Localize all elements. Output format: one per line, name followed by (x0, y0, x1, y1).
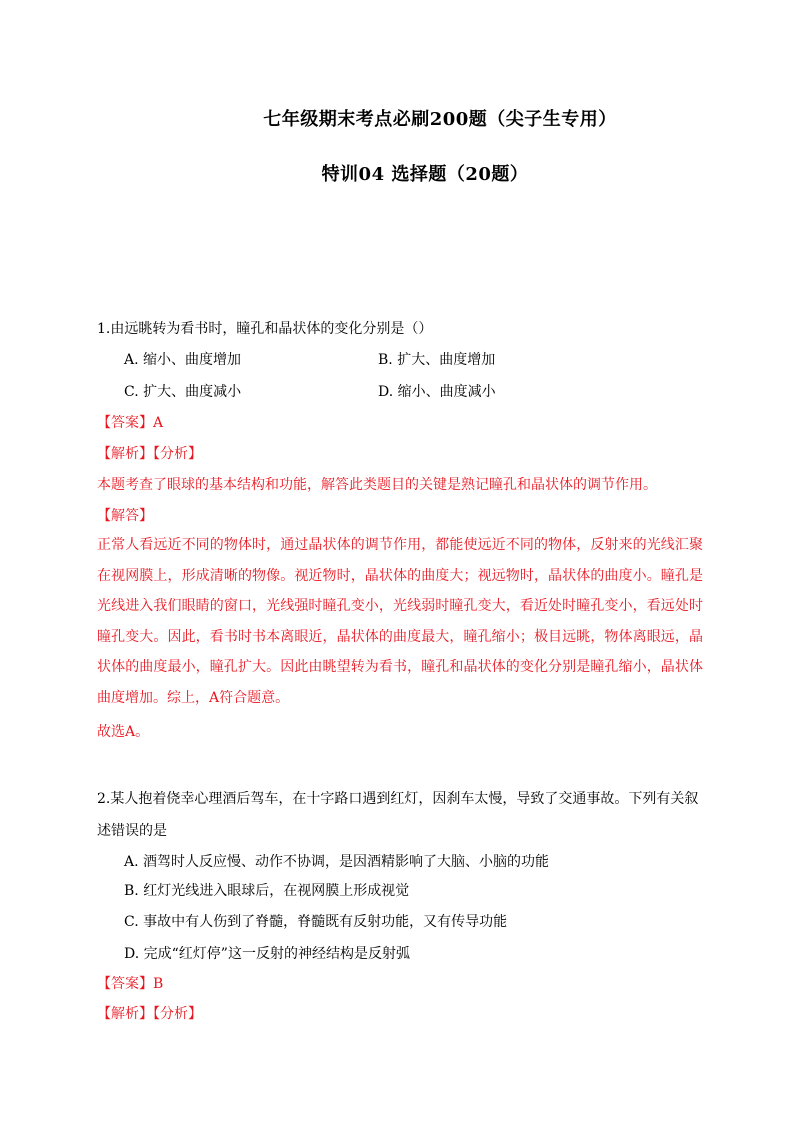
option-c: C. 扩大、曲度减小 (124, 384, 242, 400)
option-b: B. 红灯光线进入眼球后，在视网膜上形成视觉 (124, 883, 410, 899)
solution-text: 正常人看远近不同的物体时，通过晶状体的调节作用，都能使远近不同的物体，反射来的光线汇聚在视网膜上，形成清晰的物像。视近物时，晶状体的曲度大；视远物时，晶状体的曲度小。瞳孔是光线进入我们眼睛的窗口，光线强时瞳孔变小，光线弱时瞳孔变大，看近处时瞳孔变小，看远处时瞳孔变大。因此，看书时书本离眼近，晶状体的曲度最大，瞳孔缩小；极目远眺，物体离眼远，晶状体的曲度最小，瞳孔扩大。因此由眺望转为看书，瞳孔和晶状体的变化分别是瞳孔缩小，晶状体曲度增加。综上，A符合题意。 (97, 537, 703, 706)
answer-label: 【答案】A (97, 415, 164, 431)
option-a: A. 缩小、曲度增加 (124, 352, 242, 368)
option-b: B. 扩大、曲度增加 (378, 352, 496, 368)
question-stem: 1.由远眺转为看书时，瞳孔和晶状体的变化分别是（） (97, 321, 433, 337)
document-title: 七年级期末考点必刷200题（尖子生专用） (263, 109, 617, 130)
question-stem-line-2: 述错误的是 (97, 823, 167, 839)
conclusion-text: 故选A。 (97, 724, 150, 740)
option-d: D. 缩小、曲度减小 (378, 384, 496, 400)
solution-label: 【解答】 (97, 508, 153, 524)
analysis-label: 【解析】【分析】 (97, 446, 202, 462)
question-stem-line-1: 2.某人抱着侥幸心理酒后驾车，在十字路口遇到红灯，因刹车太慢，导致了交通事故。下列有关叙 (97, 791, 699, 807)
document-subtitle: 特训04 选择题（20题） (321, 164, 529, 185)
option-a: A. 酒驾时人反应慢、动作不协调，是因酒精影响了大脑、小脑的功能 (124, 854, 550, 870)
option-c: C. 事故中有人伤到了脊髓，脊髓既有反射功能，又有传导功能 (124, 914, 508, 930)
option-d: D. 完成“红灯停”这一反射的神经结构是反射弧 (124, 946, 410, 962)
answer-label: 【答案】B (97, 976, 164, 992)
analysis-label: 【解析】【分析】 (97, 1006, 202, 1022)
analysis-text: 本题考查了眼球的基本结构和功能，解答此类题目的关键是熟记瞳孔和晶状体的调节作用。 (97, 477, 657, 493)
